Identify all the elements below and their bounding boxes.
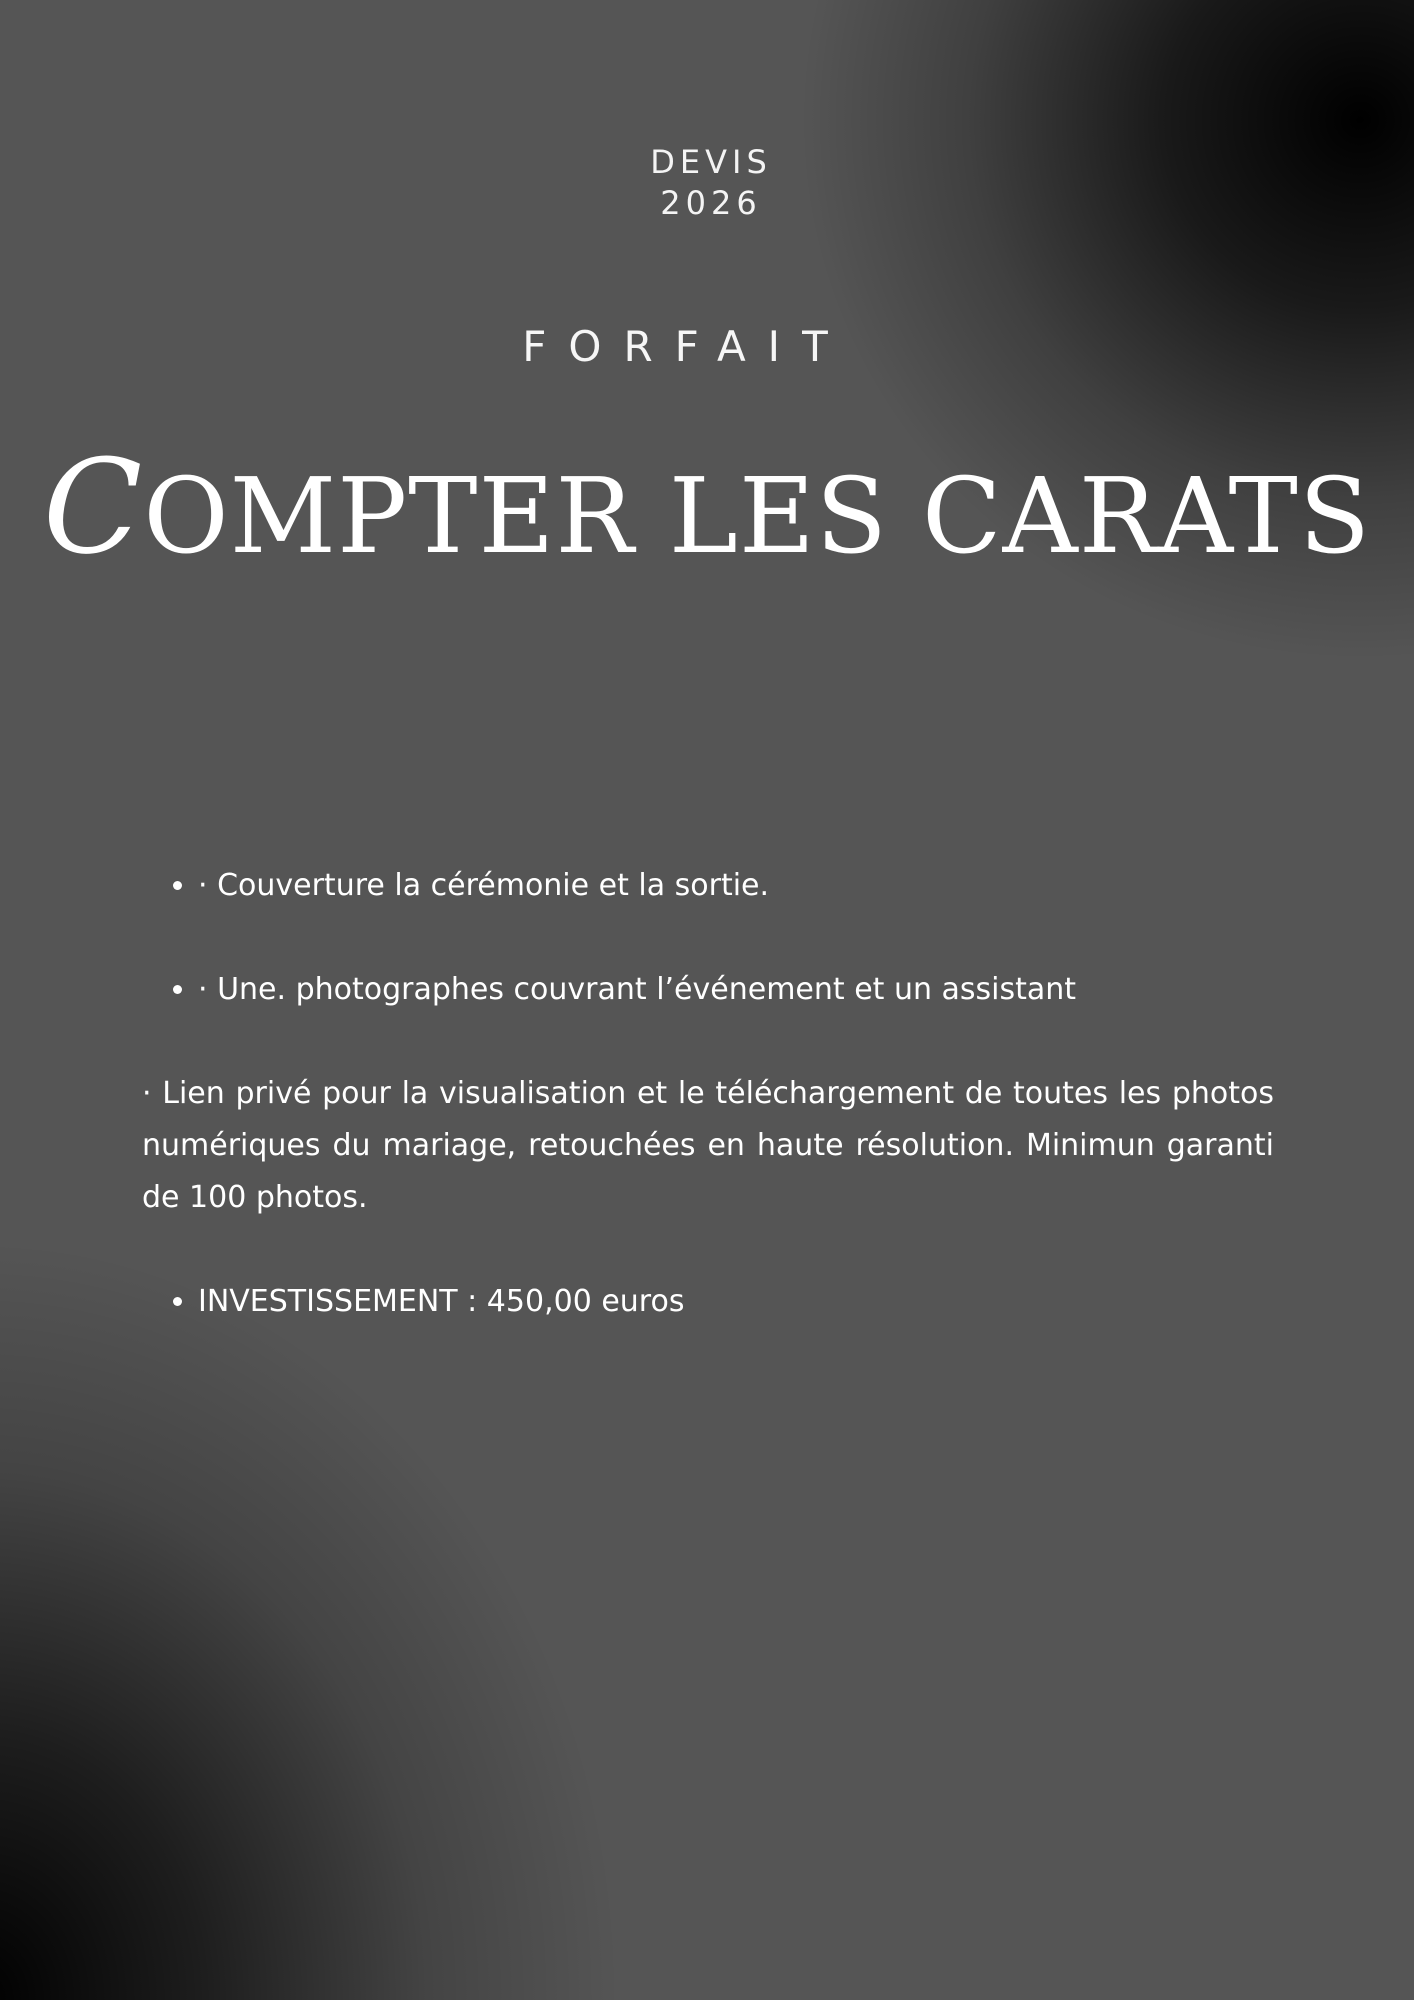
list-item-photographers: • · Une. photographes couvrant l’événement et un assistant: [198, 964, 1274, 1016]
investment-price: • INVESTISSEMENT : 450,00 euros: [198, 1276, 1274, 1328]
package-label: FORFAIT: [522, 322, 850, 371]
devis-header: [0, 142, 1414, 224]
investment-list: [142, 1276, 1274, 1328]
list-item-coverage: • · Couverture la cérémonie et la sortie.: [198, 860, 1274, 912]
private-link-paragraph: · Lien privé pour la visualisation et le téléchargement de toutes les photos numériques du mariage, retouchées en haute résolution. Minimun garanti de 100 photos.: [142, 1076, 1274, 1215]
devis-year: 2026: [660, 184, 762, 222]
package-details: [142, 860, 1274, 1328]
package-title-initial: C: [42, 431, 144, 583]
details-list: [142, 964, 1274, 1016]
package-title-rest: OMPTER LES CARATS: [143, 455, 1372, 577]
package-title: [0, 431, 1414, 583]
devis-label: DEVIS: [650, 143, 772, 181]
details-list: [142, 860, 1274, 912]
